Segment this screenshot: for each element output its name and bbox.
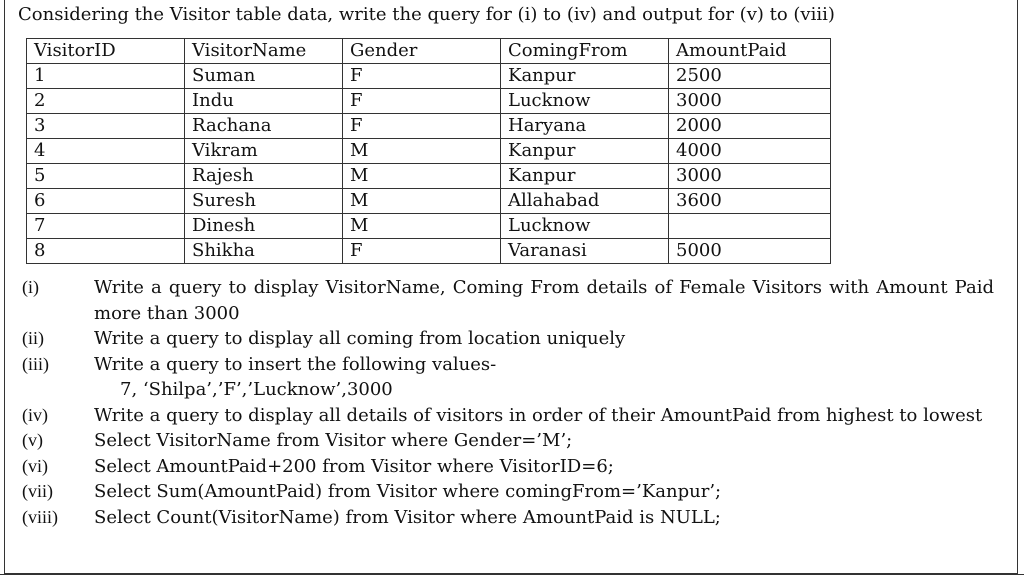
question-number: (ii) [22, 328, 44, 348]
table-row [27, 89, 831, 114]
cell-amountpaid: 3600 [669, 189, 831, 214]
table-row [27, 139, 831, 164]
question-text-block [94, 454, 994, 480]
cell-visitorid: 6 [27, 189, 185, 214]
question-number: (v) [22, 430, 43, 450]
question-item [22, 403, 994, 429]
cell-amountpaid [669, 214, 831, 239]
cell-visitorname: Dinesh [185, 214, 343, 239]
question-item [22, 479, 994, 505]
question-text: Write a query to display all details of visitors in order of their AmountPaid from highest to lowest [94, 404, 983, 426]
cell-visitorname: Rajesh [185, 164, 343, 189]
header-visitorname: VisitorName [185, 39, 343, 64]
table-row [27, 214, 831, 239]
question-text: Select AmountPaid+200 from Visitor where VisitorID=6; [94, 455, 614, 477]
cell-visitorid: 3 [27, 114, 185, 139]
cell-gender: F [343, 114, 501, 139]
question-item [22, 428, 994, 454]
cell-visitorid: 1 [27, 64, 185, 89]
question-heading: Considering the Visitor table data, write the query for (i) to (iv) and output for (v) to (viii) [18, 4, 835, 25]
cell-comingfrom: Lucknow [501, 214, 669, 239]
question-item [22, 454, 994, 480]
cell-amountpaid: 3000 [669, 89, 831, 114]
cell-amountpaid: 2000 [669, 114, 831, 139]
table-row [27, 189, 831, 214]
cell-gender: F [343, 239, 501, 264]
question-text-block [94, 275, 994, 326]
cell-gender: F [343, 89, 501, 114]
question-item [22, 326, 994, 352]
cell-comingfrom: Kanpur [501, 139, 669, 164]
header-visitorid: VisitorID [27, 39, 185, 64]
cell-comingfrom: Haryana [501, 114, 669, 139]
cell-visitorid: 5 [27, 164, 185, 189]
question-number: (vi) [22, 455, 48, 476]
cell-visitorname: Suman [185, 64, 343, 89]
cell-amountpaid: 4000 [669, 139, 831, 164]
table-row [27, 239, 831, 264]
question-item [22, 275, 994, 326]
question-text: Write a query to insert the following values- [94, 353, 497, 375]
cell-comingfrom: Lucknow [501, 89, 669, 114]
question-item [22, 352, 994, 403]
cell-comingfrom: Kanpur [501, 64, 669, 89]
header-comingfrom: ComingFrom [501, 39, 669, 64]
cell-visitorid: 4 [27, 139, 185, 164]
cell-gender: F [343, 64, 501, 89]
question-text: Write a query to display all coming from location uniquely [94, 328, 626, 349]
question-values: 7, ‘Shilpa’,’F’,’Lucknow’,3000 [120, 379, 393, 400]
question-text-block [94, 479, 994, 505]
question-number: (iii) [22, 353, 49, 374]
visitor-table [26, 38, 831, 264]
cell-gender: M [343, 214, 501, 239]
cell-amountpaid: 2500 [669, 64, 831, 89]
question-text: Select Sum(AmountPaid) from Visitor where comingFrom=’Kanpur’; [94, 481, 722, 502]
question-text: Select VisitorName from Visitor where Gender=’M’; [94, 430, 573, 451]
cell-amountpaid: 3000 [669, 164, 831, 189]
question-text: Select Count(VisitorName) from Visitor where AmountPaid is NULL; [94, 506, 721, 528]
table-row [27, 164, 831, 189]
question-text-block [94, 326, 994, 352]
header-gender: Gender [343, 39, 501, 64]
cell-gender: M [343, 189, 501, 214]
question-text-block [94, 505, 994, 531]
question-number: (viii) [22, 506, 58, 527]
table-header-row [27, 39, 831, 64]
cell-visitorname: Suresh [185, 189, 343, 214]
cell-visitorid: 2 [27, 89, 185, 114]
question-item [22, 505, 994, 531]
question-text-block [94, 403, 994, 429]
question-text-block [94, 428, 994, 454]
cell-gender: M [343, 164, 501, 189]
bottom-border [0, 574, 1024, 575]
cell-comingfrom: Allahabad [501, 189, 669, 214]
cell-visitorname: Shikha [185, 239, 343, 264]
table-row [27, 64, 831, 89]
cell-visitorname: Vikram [185, 139, 343, 164]
question-number: (i) [22, 277, 39, 297]
header-amountpaid: AmountPaid [669, 39, 831, 64]
cell-visitorname: Rachana [185, 114, 343, 139]
cell-comingfrom: Kanpur [501, 164, 669, 189]
cell-gender: M [343, 139, 501, 164]
question-list [22, 275, 994, 530]
cell-visitorid: 8 [27, 239, 185, 264]
question-text-block [94, 352, 994, 403]
cell-amountpaid: 5000 [669, 239, 831, 264]
cell-comingfrom: Varanasi [501, 239, 669, 264]
cell-visitorname: Indu [185, 89, 343, 114]
table-row [27, 114, 831, 139]
question-text: Write a query to display VisitorName, Coming From details of Female Visitors with Amount Paid more than 3000 [94, 277, 994, 324]
question-number: (vii) [22, 481, 53, 501]
cell-visitorid: 7 [27, 214, 185, 239]
question-number: (iv) [22, 404, 48, 425]
